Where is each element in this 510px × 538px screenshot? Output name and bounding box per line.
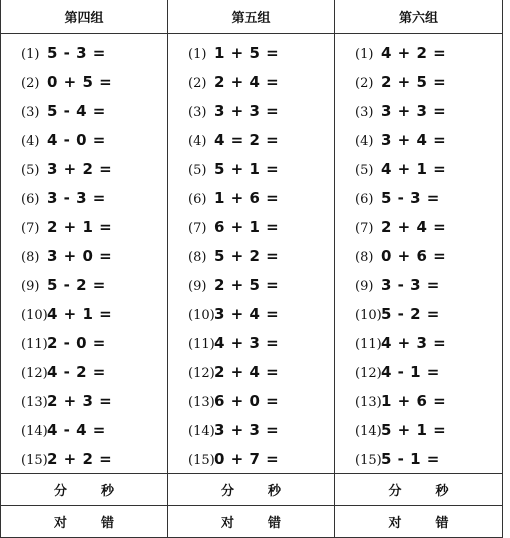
problem-expression: 4 + 1 = <box>381 160 447 178</box>
problem-number: (2) <box>188 76 207 91</box>
problem-number: (12) <box>355 366 382 381</box>
problem-number: (11) <box>355 337 382 352</box>
problem-item <box>335 212 502 241</box>
time-cell-group-4 <box>1 474 168 506</box>
problem-expression: 0 + 5 = <box>47 73 113 91</box>
problem-expression: 5 - 1 = <box>381 450 440 468</box>
problem-expression: 4 + 1 = <box>47 305 113 323</box>
problem-number: (4) <box>355 134 374 149</box>
problem-number: (1) <box>21 47 40 62</box>
problem-number: (3) <box>21 105 40 120</box>
problem-expression: 2 + 2 = <box>47 450 113 468</box>
problem-item <box>1 154 167 183</box>
problem-item <box>168 183 334 212</box>
problem-number: (3) <box>188 105 207 120</box>
problem-column-group-6 <box>335 34 503 474</box>
minutes-label: 分 <box>220 484 234 499</box>
problem-expression: 0 + 6 = <box>381 247 447 265</box>
problem-item <box>335 125 502 154</box>
correct-label: 对 <box>220 516 234 531</box>
problem-number: (15) <box>188 453 215 468</box>
problem-number: (10) <box>21 308 48 323</box>
problem-number: (2) <box>21 76 40 91</box>
problem-column-group-5 <box>168 34 335 474</box>
problem-item <box>168 415 334 444</box>
time-cell-group-6 <box>335 474 503 506</box>
problem-expression: 3 + 4 = <box>381 131 447 149</box>
problem-item <box>168 125 334 154</box>
problem-number: (11) <box>21 337 48 352</box>
time-row <box>1 474 503 506</box>
problem-expression: 3 - 3 = <box>381 276 440 294</box>
wrong-label: 错 <box>101 516 115 531</box>
problem-number: (7) <box>188 221 207 236</box>
problem-number: (2) <box>355 76 374 91</box>
problem-expression: 5 - 2 = <box>381 305 440 323</box>
problem-number: (14) <box>21 424 48 439</box>
problem-item <box>1 270 167 299</box>
problem-item <box>1 386 167 415</box>
problem-expression: 2 + 3 = <box>47 392 113 410</box>
problem-item <box>1 212 167 241</box>
problem-expression: 5 - 2 = <box>47 276 106 294</box>
minutes-label: 分 <box>388 484 402 499</box>
problem-item <box>168 96 334 125</box>
problem-number: (13) <box>355 395 382 410</box>
problem-expression: 2 + 4 = <box>214 363 280 381</box>
wrong-label: 错 <box>435 516 449 531</box>
problem-item <box>168 241 334 270</box>
problem-expression: 1 + 6 = <box>381 392 447 410</box>
problem-expression: 4 - 2 = <box>47 363 106 381</box>
problem-number: (6) <box>188 192 207 207</box>
seconds-label: 秒 <box>435 484 449 499</box>
problem-number: (7) <box>355 221 374 236</box>
problem-item <box>335 241 502 270</box>
problem-item <box>168 270 334 299</box>
minutes-label: 分 <box>53 484 67 499</box>
problem-expression: 2 + 5 = <box>214 276 280 294</box>
time-cell-group-5 <box>168 474 335 506</box>
problem-expression: 5 + 1 = <box>214 160 280 178</box>
problem-expression: 2 + 4 = <box>381 218 447 236</box>
problem-expression: 2 + 5 = <box>381 73 447 91</box>
problem-item <box>168 328 334 357</box>
problem-number: (13) <box>188 395 215 410</box>
problem-item <box>168 299 334 328</box>
problem-number: (5) <box>355 163 374 178</box>
problem-expression: 5 - 4 = <box>47 102 106 120</box>
problem-item <box>1 67 167 96</box>
problem-number: (5) <box>188 163 207 178</box>
wrong-label: 错 <box>268 516 282 531</box>
problem-expression: 4 - 0 = <box>47 131 106 149</box>
problem-number: (14) <box>188 424 215 439</box>
problem-item <box>335 328 502 357</box>
problem-item <box>335 183 502 212</box>
problem-number: (11) <box>188 337 215 352</box>
problem-item <box>1 328 167 357</box>
problem-number: (4) <box>188 134 207 149</box>
problem-expression: 4 = 2 = <box>214 131 280 149</box>
problem-number: (10) <box>355 308 382 323</box>
problem-item <box>168 154 334 183</box>
seconds-label: 秒 <box>101 484 115 499</box>
header-row <box>1 0 503 34</box>
problem-item <box>335 96 502 125</box>
problem-expression: 5 - 3 = <box>47 44 106 62</box>
problem-item <box>335 444 502 473</box>
problem-expression: 1 + 5 = <box>214 44 280 62</box>
problem-expression: 4 + 2 = <box>381 44 447 62</box>
problems-row <box>1 34 503 474</box>
problem-number: (6) <box>21 192 40 207</box>
problem-item <box>168 212 334 241</box>
problem-number: (1) <box>188 47 207 62</box>
column-header-group-6: 第六组 <box>335 0 503 34</box>
problem-expression: 2 + 1 = <box>47 218 113 236</box>
problem-item <box>1 415 167 444</box>
problem-expression: 6 + 0 = <box>214 392 280 410</box>
problem-expression: 2 - 0 = <box>47 334 106 352</box>
problem-number: (12) <box>188 366 215 381</box>
problem-expression: 3 + 0 = <box>47 247 113 265</box>
problem-item <box>335 67 502 96</box>
problem-item <box>1 96 167 125</box>
problem-item <box>168 67 334 96</box>
problem-item <box>1 357 167 386</box>
problem-expression: 4 - 1 = <box>381 363 440 381</box>
column-header-group-4: 第四组 <box>1 0 168 34</box>
problem-item <box>168 357 334 386</box>
problem-item <box>168 444 334 473</box>
problem-item <box>168 38 334 67</box>
score-cell-group-4 <box>1 506 168 538</box>
problem-item <box>335 270 502 299</box>
correct-label: 对 <box>53 516 67 531</box>
problem-expression: 5 + 2 = <box>214 247 280 265</box>
problem-number: (9) <box>188 279 207 294</box>
problem-expression: 4 + 3 = <box>381 334 447 352</box>
problem-number: (4) <box>21 134 40 149</box>
problem-number: (8) <box>21 250 40 265</box>
seconds-label: 秒 <box>268 484 282 499</box>
problem-number: (5) <box>21 163 40 178</box>
problem-expression: 1 + 6 = <box>214 189 280 207</box>
problem-expression: 3 + 3 = <box>214 421 280 439</box>
score-row <box>1 506 503 538</box>
problem-item <box>335 154 502 183</box>
correct-label: 对 <box>388 516 402 531</box>
problem-expression: 6 + 1 = <box>214 218 280 236</box>
score-cell-group-6 <box>335 506 503 538</box>
problem-number: (15) <box>21 453 48 468</box>
problem-expression: 0 + 7 = <box>214 450 280 468</box>
problem-number: (9) <box>355 279 374 294</box>
problem-expression: 3 + 3 = <box>214 102 280 120</box>
problem-expression: 3 + 3 = <box>381 102 447 120</box>
problem-expression: 3 - 3 = <box>47 189 106 207</box>
problem-expression: 5 + 1 = <box>381 421 447 439</box>
problem-item <box>335 357 502 386</box>
problem-number: (10) <box>188 308 215 323</box>
problem-number: (14) <box>355 424 382 439</box>
problem-item <box>1 444 167 473</box>
problem-number: (6) <box>355 192 374 207</box>
problem-expression: 2 + 4 = <box>214 73 280 91</box>
problem-item <box>1 299 167 328</box>
problem-number: (8) <box>355 250 374 265</box>
problem-column-group-4 <box>1 34 168 474</box>
problem-number: (7) <box>21 221 40 236</box>
problem-number: (8) <box>188 250 207 265</box>
column-header-group-5: 第五组 <box>168 0 335 34</box>
problem-item <box>335 299 502 328</box>
problem-number: (9) <box>21 279 40 294</box>
problem-expression: 5 - 3 = <box>381 189 440 207</box>
problem-item <box>1 183 167 212</box>
score-cell-group-5 <box>168 506 335 538</box>
problem-item <box>335 386 502 415</box>
problem-number: (3) <box>355 105 374 120</box>
problem-number: (13) <box>21 395 48 410</box>
problem-item <box>1 125 167 154</box>
problem-expression: 4 - 4 = <box>47 421 106 439</box>
problem-item <box>1 241 167 270</box>
problem-number: (12) <box>21 366 48 381</box>
problem-expression: 3 + 2 = <box>47 160 113 178</box>
problem-item <box>335 38 502 67</box>
problem-item <box>1 38 167 67</box>
problem-number: (15) <box>355 453 382 468</box>
problem-item <box>335 415 502 444</box>
problem-expression: 3 + 4 = <box>214 305 280 323</box>
problem-item <box>168 386 334 415</box>
problem-number: (1) <box>355 47 374 62</box>
problem-expression: 4 + 3 = <box>214 334 280 352</box>
